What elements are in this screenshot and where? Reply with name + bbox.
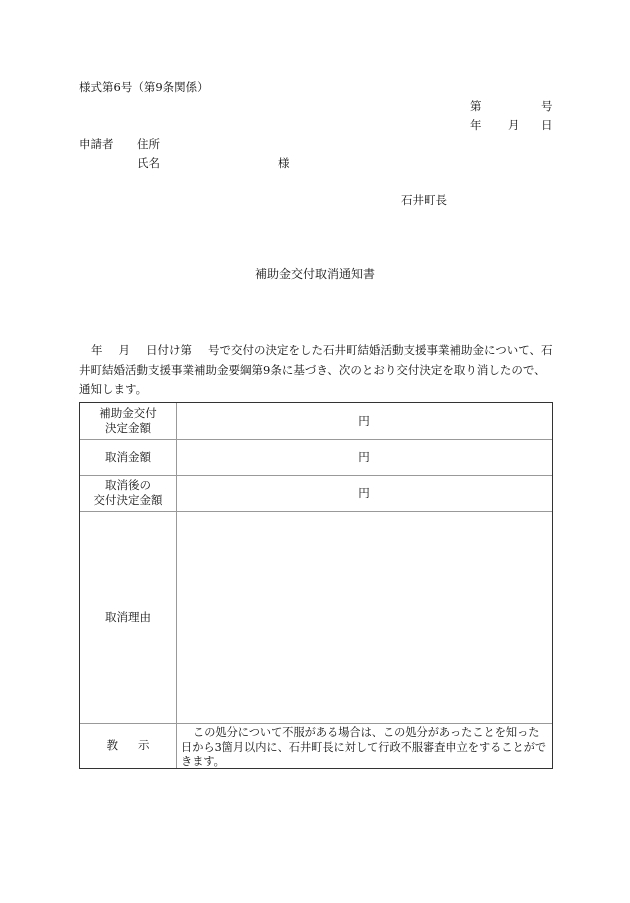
body-main-text: 号で交付の決定をした石井町結婚活動支援事業補助金について、石井町結婚活動支援事業補助金要綱第9条に基づき、次のとおり交付決定を取り消したので、通知します。: [79, 343, 553, 396]
address-label: 住所: [137, 137, 160, 151]
date-year-label: 年: [470, 118, 482, 132]
name-label: 氏名: [137, 156, 160, 170]
body-paragraph: [79, 341, 553, 400]
body-year: 年: [91, 343, 103, 357]
post-cancel-amount-label: 取消後の 交付決定金額: [80, 475, 177, 511]
yen-unit: 円: [358, 414, 370, 428]
date-month-label: 月: [508, 118, 520, 132]
cancel-amount-label: 取消金額: [80, 439, 177, 475]
body-date-ref: 日付け第: [146, 343, 192, 357]
yen-unit: 円: [358, 486, 370, 500]
document-title: 補助金交付取消通知書: [254, 267, 375, 281]
detail-table: [79, 402, 553, 769]
cancel-amount-value: [176, 439, 552, 475]
document-number-suffix: 号: [541, 99, 553, 113]
instruction-text: この処分について不服がある場合は、この処分があったことを知った日から3箇月以内に、石井町長に対して行政不服審査申立をすることができます。: [181, 726, 547, 768]
cancel-reason-label: 取消理由: [80, 511, 177, 723]
table-row-cancel-reason: [80, 511, 552, 724]
document-number-prefix: 第: [470, 99, 482, 113]
table-row-decided-amount: [80, 403, 552, 440]
post-cancel-amount-value: [176, 475, 552, 511]
date-day-label: 日: [541, 118, 553, 132]
form-number-label: 様式第6号（第9条関係）: [79, 80, 209, 94]
honorific-label: 様: [278, 156, 290, 170]
table-row-cancel-amount: [80, 439, 552, 476]
decided-amount-label: 補助金交付 決定金額: [80, 403, 177, 439]
applicant-label: 申請者: [79, 137, 114, 151]
instruction-label: 教 示: [80, 723, 177, 768]
decided-amount-value: [176, 403, 552, 439]
cancel-reason-value: [176, 511, 552, 723]
issuer-name: 石井町長: [401, 193, 447, 207]
table-row-instruction: [80, 723, 552, 768]
yen-unit: 円: [358, 450, 370, 464]
table-row-post-cancel-amount: [80, 475, 552, 512]
body-month: 月: [118, 343, 130, 357]
